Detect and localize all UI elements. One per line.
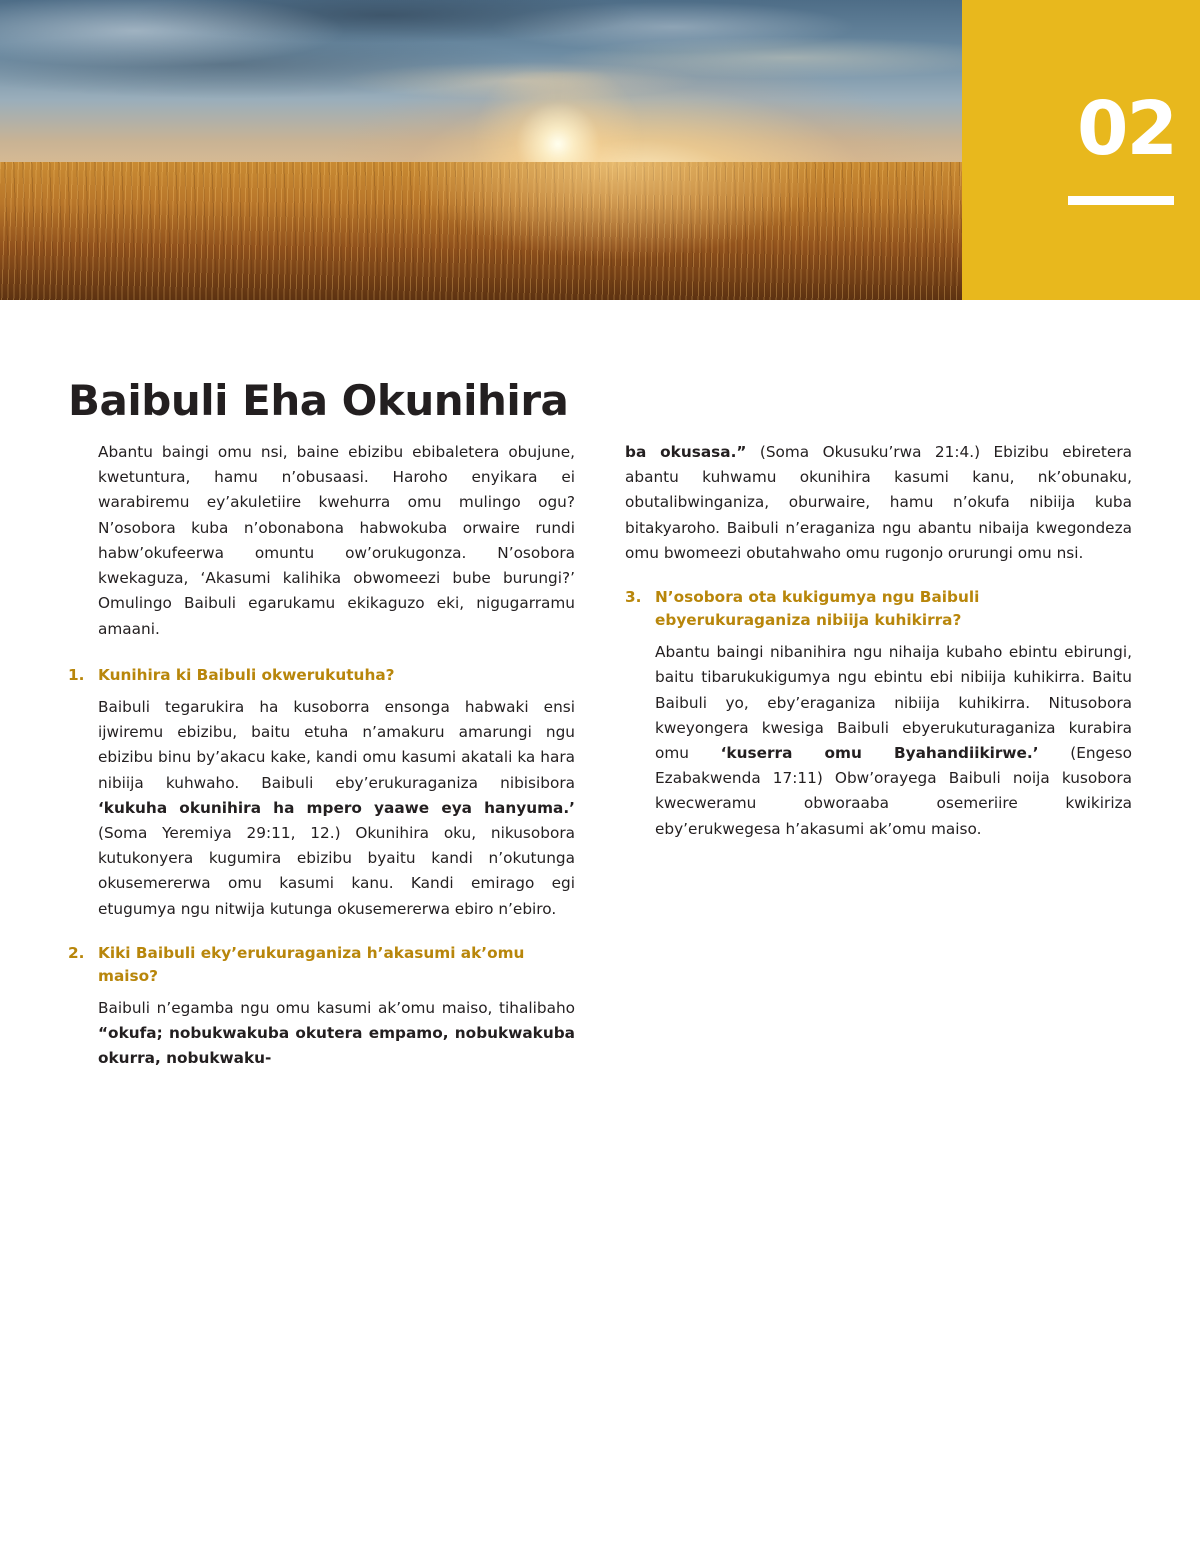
answer-1-part-2: (Soma Yeremiya 29:11, 12.) Okunihira oku, nikusobora kutukonyera kugumira ebizibu byaitu kandi n’okutunga okusemererwa omu kasumi kanu. Kandi emirago egi etugumya ngu nitwija kutunga okusemererwa ebiro n’ebiro. <box>98 823 575 918</box>
question-3-number: 3. <box>625 588 642 607</box>
question-1-text: Kunihira ki Baibuli okwerukutuha? <box>98 665 395 684</box>
question-2-number: 2. <box>68 943 85 962</box>
header-banner <box>0 0 1200 300</box>
answer-2-bold-continued: ba okusasa.” <box>625 443 747 461</box>
field-glow <box>385 162 962 300</box>
question-2-text: Kiki Baibuli eky’erukuraganiza h’akasumi ak’omu maiso? <box>98 943 525 985</box>
answer-1-paragraph <box>68 695 575 922</box>
question-2 <box>68 942 575 988</box>
answer-2-bold-quote: “okufa; nobukwakuba okutera empamo, nobukwakuba okurra, nobukwaku- <box>98 1024 575 1068</box>
banner-photo <box>0 0 962 300</box>
question-3-text: N’osobora ota kukigumya ngu Baibuli ebyerukuraganiza nibiija kuhikirra? <box>655 588 980 630</box>
right-column <box>625 440 1132 1086</box>
answer-2-part-1: Baibuli n’egamba ngu omu kasumi ak’omu maiso, tihalibaho <box>98 998 575 1017</box>
chapter-number: 02 <box>1077 86 1176 172</box>
answer-1-bold-quote: ‘kukuha okunihira ha mpero yaawe eya hanyuma.’ <box>98 798 575 817</box>
question-1-number: 1. <box>68 665 85 684</box>
answer-1-part-1: Baibuli tegarukira ha kusoborra ensonga habwaki ensi ijwiremu ebizibu, baitu etuha n’amakuru amarungi ngu ebizibu binu by’akacu kake, kandi omu kasumi akatali ka hara nibiija kuhwaho. Baibuli eby’erukuraganiza nibisibora <box>98 697 575 792</box>
answer-2-continued <box>625 440 1132 566</box>
question-3 <box>625 586 1132 632</box>
answer-2-part-2: (Soma Okusuku’rwa 21:4.) Ebizibu ebiretera abantu kuhwamu okunihira kasumi kanu, nk’obunaku, obutalibwinganiza, oburwaire, hamu n’okufa nibiija kuba bitakyaroho. Baibuli n’eraganiza ngu abantu nibaija kwegondeza omu bwomeezi obutahwaho omu rugonjo orurungi omu nsi. <box>625 443 1132 562</box>
answer-3-part-1: Abantu baingi nibanihira ngu nihaija kubaho ebintu ebirungi, baitu tibarukukigumya ngu ebintu ebi nibiija kuhikirra. Baitu Baibuli yo, eby’eraganiza nibiija kuhikirra. Nitusobora kweyongera kwesiga Baibuli ebyerukuturaganiza kurabira omu <box>655 643 1132 762</box>
left-column <box>68 440 575 1086</box>
intro-paragraph: Abantu baingi omu nsi, baine ebizibu ebibaletera obujune, kwetuntura, hamu n’obusaasi. Haroho enyikara ei warabiremu ey’akuletiire kwehurra omu mulingo ogu? N’osobora kuba n’obonabona habwokuba orwaire rundi habw’okufeerwa omuntu ow’orukugonza. N’osobora kwekaguza, ‘Akasumi kalihika obwomeezi bube burungi?’ Omulingo Baibuli egarukamu ekikaguzo eki, nigugarramu amaani. <box>98 443 575 638</box>
answer-3-part-2: (Engeso Ezabakwenda 17:11) Obw’orayega Baibuli noija kusobora kwecweramu obworaaba osemeriire kwikiriza eby’erukwegesa h’akasumi ak’omu maiso. <box>655 743 1132 838</box>
chapter-number-block <box>962 0 1200 300</box>
question-1 <box>68 664 575 687</box>
answer-3-paragraph <box>625 640 1132 842</box>
answer-3-bold-quote: ‘kuserra omu Byahandiikirwe.’ <box>720 743 1039 762</box>
chapter-number-rule <box>1068 196 1174 205</box>
answer-2-paragraph <box>68 996 575 1072</box>
page-title: Baibuli Eha Okunihira <box>68 376 569 426</box>
article-body <box>68 440 1132 1086</box>
